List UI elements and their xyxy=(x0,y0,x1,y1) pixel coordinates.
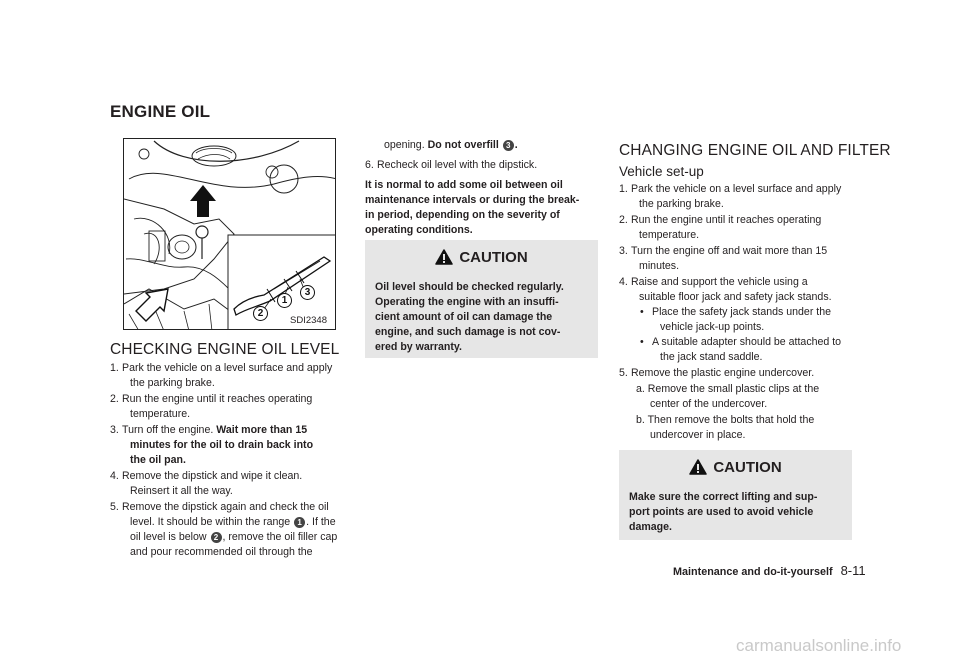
page-number: 8-11 xyxy=(840,563,866,578)
change-step-2: 2. Run the engine until it reaches operating temperature. xyxy=(619,214,822,241)
caution-text-1: Oil level should be checked regularly. Operating the engine with an insuffi- cient amount of oil can damage the engine, and such damage is not cov- ered by warranty. xyxy=(375,281,564,353)
check-step-2: 2. Run the engine until it reaches operating temperature. xyxy=(110,393,313,420)
callout-1: 1 xyxy=(276,291,293,308)
warning-icon xyxy=(435,249,453,265)
callout-3: 3 xyxy=(299,283,316,300)
section-title: ENGINE OIL xyxy=(110,102,211,121)
caution-box-2 xyxy=(619,450,852,540)
change-step-1: 1. Park the vehicle on a level surface and apply the parking brake. xyxy=(619,183,842,210)
check-step-6: 6. Recheck oil level with the dipstick. xyxy=(365,159,538,171)
engine-oil-figure xyxy=(123,138,336,330)
check-step-5: 5. Remove the dipstick again and check the oil level. It should be within the range 1 . If the oil level is below 2 , remove the oil filler cap and pour recommended oil through the xyxy=(110,501,338,558)
change-substep-a: a. Remove the small plastic clips at the center of the undercover. xyxy=(636,383,820,410)
change-substep-b: b. Then remove the bolts that hold the undercover in place. xyxy=(636,414,815,441)
change-step-3: 3. Turn the engine off and wait more than 15 minutes. xyxy=(619,245,828,272)
checking-heading: CHECKING ENGINE OIL LEVEL xyxy=(110,341,340,358)
change-bullet-2: • A suitable adapter should be attached to the jack stand saddle. xyxy=(640,336,842,363)
caution-box-1 xyxy=(365,240,598,358)
overfill-marker-3: 3 xyxy=(503,140,514,151)
caution-label-2: CAUTION xyxy=(713,458,782,476)
figure-code: SDI2348 xyxy=(290,315,327,326)
engine-illustration xyxy=(124,139,336,330)
chapter-title: Maintenance and do-it-yourself xyxy=(673,566,833,578)
watermark: carmanualsonline.info xyxy=(736,636,902,655)
warning-icon xyxy=(689,459,707,475)
caution-label-1: CAUTION xyxy=(459,248,528,266)
range-marker-2: 2 xyxy=(211,532,222,543)
continued-opening: opening. Do not overfill 3 . xyxy=(384,139,518,151)
check-step-4: 4. Remove the dipstick and wipe it clean. Reinsert it all the way. xyxy=(110,470,303,497)
change-bullet-1: • Place the safety jack stands under the vehicle jack-up points. xyxy=(640,306,832,333)
change-step-5: 5. Remove the plastic engine undercover. xyxy=(619,367,815,379)
range-marker-1: 1 xyxy=(294,517,305,528)
callout-2: 2 xyxy=(252,304,269,321)
normal-note: It is normal to add some oil between oil maintenance intervals or during the break- in period, depending on the severity of operating conditions. xyxy=(365,179,580,236)
check-step-1: 1. Park the vehicle on a level surface and apply the parking brake. xyxy=(110,362,333,389)
changing-heading: CHANGING ENGINE OIL AND FILTER xyxy=(619,142,891,159)
page-footer xyxy=(673,563,866,578)
vehicle-setup-subheading: Vehicle set-up xyxy=(619,164,704,179)
change-step-4: 4. Raise and support the vehicle using a suitable floor jack and safety jack stands. xyxy=(619,276,832,303)
caution-text-2: Make sure the correct lifting and sup- port points are used to avoid vehicle damage. xyxy=(629,491,818,533)
check-step-3: 3. Turn off the engine. Wait more than 15 minutes for the oil to drain back into the oil pan. xyxy=(110,424,314,466)
